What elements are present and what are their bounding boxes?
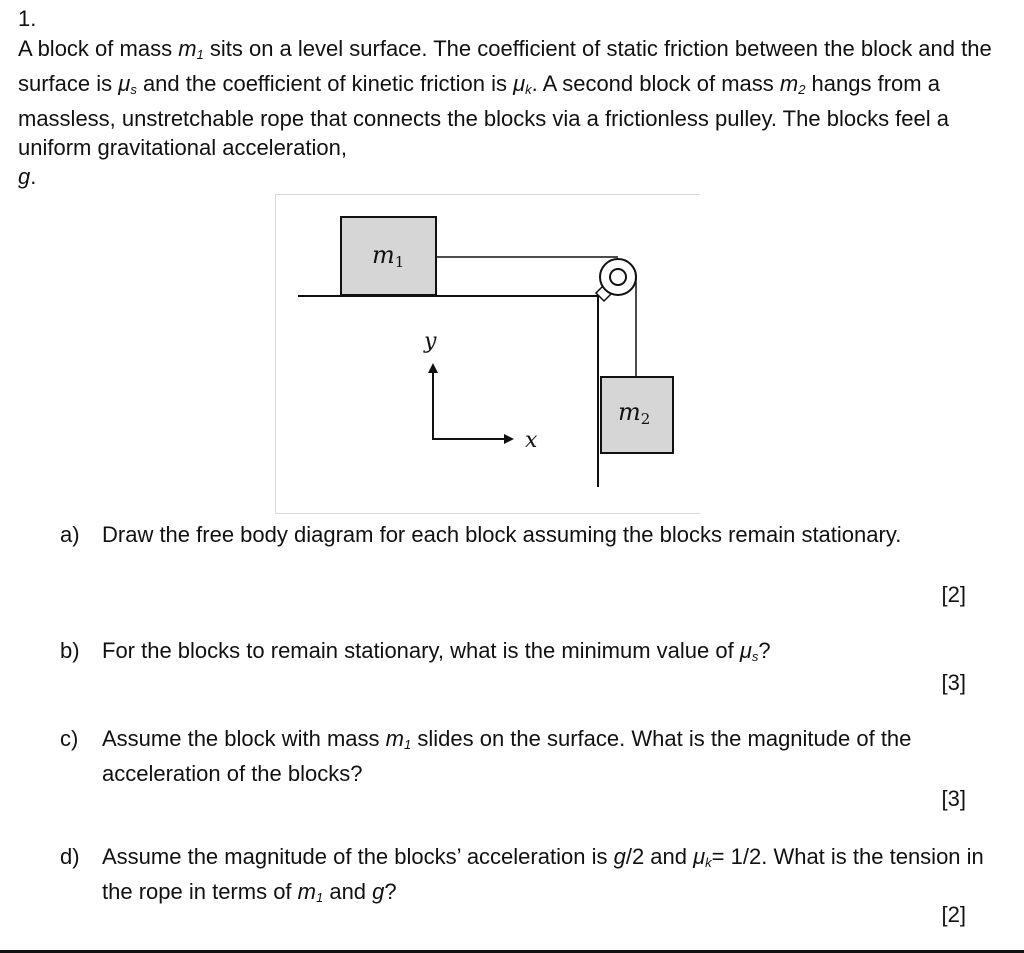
intro-text: A block of mass (18, 36, 179, 61)
x-axis-label: x (525, 428, 538, 453)
sub-k: k (525, 82, 532, 97)
intro-text: hangs from a massless, unstretchable rope that connects the blocks via a frictionless pulley. The blocks feel a uniform gravitational acceleration, (18, 71, 949, 160)
sub-1: 1 (196, 47, 204, 62)
sub-1: 1 (404, 737, 412, 752)
problem-statement (18, 34, 1008, 191)
sub-2: 2 (798, 82, 806, 97)
part-d-text: Assume the magnitude of the blocks’ acceleration is g/2 and $\mu_k= 1/2$. What is the tension in the rope in terms of $m_1$ and g? (102, 844, 984, 905)
sub-s: s (130, 82, 137, 97)
var-m1: m (178, 36, 197, 61)
sub-s: s (751, 649, 759, 664)
intro-text: . (30, 164, 37, 189)
part-d-label: d) (60, 844, 80, 869)
var-mu-k: μ (693, 844, 706, 869)
part-b-text: For the blocks to remain stationary, what is the minimum value of $\mu_s$? (102, 638, 771, 664)
sub-1: 1 (315, 890, 324, 905)
block-m2-label: m2 (618, 398, 651, 428)
part-b-marks: [3] (941, 670, 966, 695)
var-mu-s: μ (118, 71, 131, 96)
part-c-marks: [3] (941, 786, 966, 811)
var-m2: m (779, 71, 799, 96)
var-m1: m (385, 726, 404, 751)
var-mu-k: μ (513, 71, 526, 96)
part-c-text: Assume the block with mass $m_1$ slides on the surface. What is the magnitude of the acceleration of the blocks? (102, 726, 912, 786)
part-d-marks: [2] (941, 902, 966, 927)
sub-k: k (705, 855, 712, 870)
part-a-text: Draw the free body diagram for each block assuming the blocks remain stationary. (102, 522, 902, 547)
question-number: 1. (18, 6, 37, 31)
part-a-label: a) (60, 522, 80, 547)
var-m1: m (297, 879, 316, 904)
var-g: g (18, 164, 31, 189)
var-mu-s: μ (739, 638, 752, 663)
pulley-diagram (275, 194, 700, 514)
pulley-axle (610, 269, 626, 285)
part-a-marks: [2] (941, 582, 966, 607)
part-b-label: b) (60, 638, 80, 663)
y-axis-arrowhead (428, 363, 438, 373)
intro-text: and the coefficient of kinetic friction is (136, 71, 514, 96)
x-axis-arrowhead (504, 434, 514, 444)
var-g: g (613, 844, 626, 869)
block-m1-label: m1 (372, 241, 405, 271)
diagram-svg (276, 195, 700, 513)
y-axis-label: y (424, 329, 437, 354)
var-g: g (372, 879, 385, 904)
part-c-label: c) (60, 726, 79, 751)
intro-text: . A second block of mass (531, 71, 780, 96)
intro-text: sits on a level surface. The coefficient of static friction between the block and the surface is (18, 36, 992, 96)
